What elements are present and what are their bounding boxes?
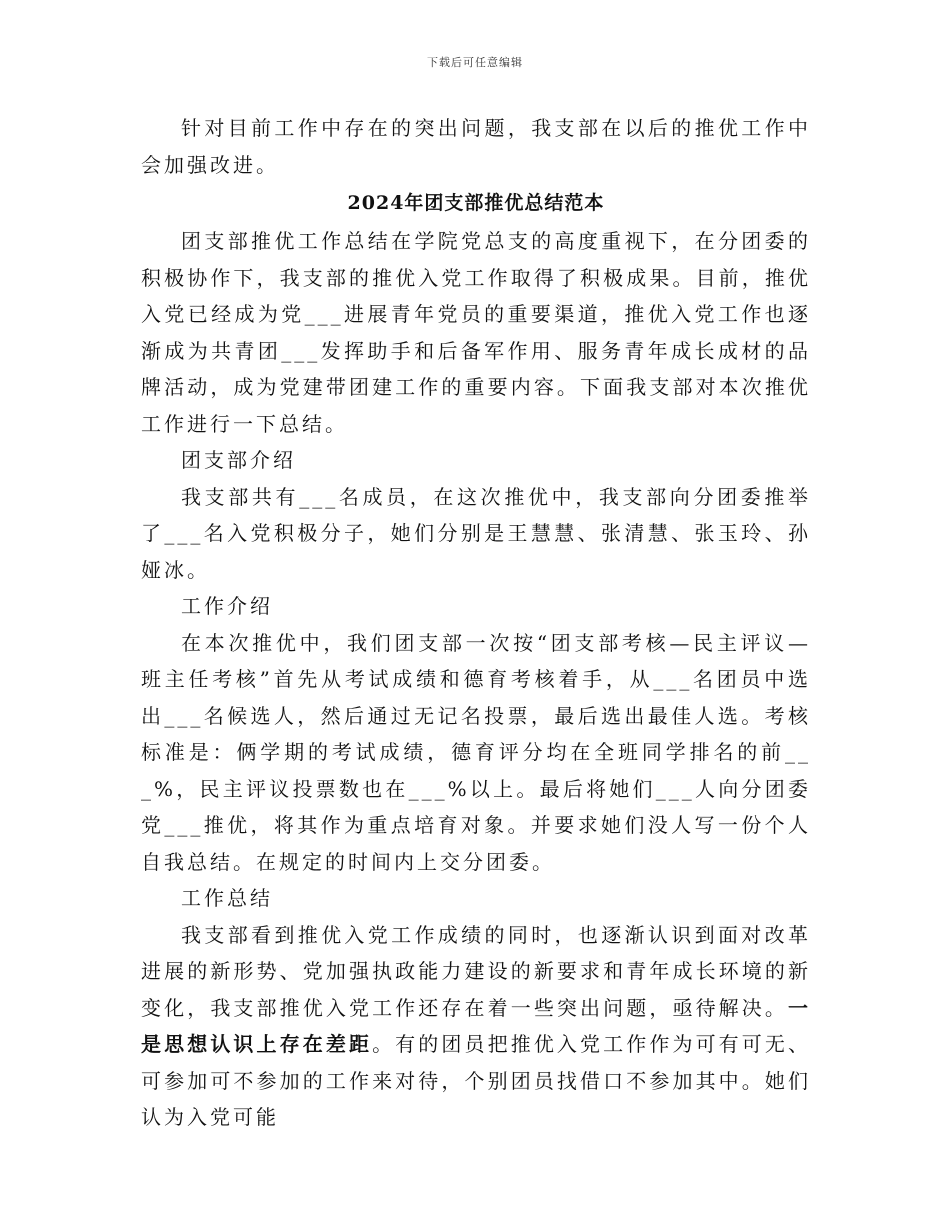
work-summary-text-2: 。有的团员把推优入党工作作为可有可无、可参加可不参加的工作来对待，个别团员找借口不参加其中。她们认为入党可能 bbox=[141, 1032, 812, 1129]
section-heading-work-summary: 工作总结 bbox=[181, 886, 273, 910]
page-header-note: 下载后可任意编辑 bbox=[427, 56, 523, 69]
intro-paragraph: 针对目前工作中存在的突出问题，我支部在以后的推优工作中会加强改进。 bbox=[141, 116, 811, 177]
paragraph-work-intro: 在本次推优中，我们团支部一次按“团支部考核—民主评议—班主任考核”首先从考试成绩和德育考核着手，从___名团员中选出___名候选人，然后通过无记名投票，最后选出最佳人选。考核标准是：俩学期的考试成绩，德育评分均在全班同学排名的前___%，民主评议投票数也在___%以上。最后将她们___人向分团委党___推优，将其作为重点培育对象。并要求她们没人写一份个人自我总结。在规定的时间内上交分团委。 bbox=[141, 630, 811, 874]
paragraph-work-summary bbox=[141, 917, 811, 1136]
section-heading-work-intro: 工作介绍 bbox=[181, 594, 273, 618]
document-body bbox=[141, 110, 811, 1136]
document-title: 2024年团支部推优总结范本 bbox=[347, 192, 605, 214]
paragraph-branch-intro: 我支部共有___名成员，在这次推优中，我支部向分团委推举了___名入党积极分子，她们分别是王慧慧、张清慧、张玉玲、孙娅冰。 bbox=[141, 484, 811, 582]
section-heading-branch-intro: 团支部介绍 bbox=[181, 448, 296, 472]
work-summary-text-1: 我支部看到推优入党工作成绩的同时，也逐渐认识到面对改革进展的新形势、党加强执政能力建设的新要求和青年成长环境的新变化，我支部推优入党工作还存在着一些突出问题，亟待解决。 bbox=[141, 922, 811, 1020]
work-summary-bold-point: 一是思想认识上存在差距 bbox=[141, 995, 811, 1056]
paragraph-summary-intro: 团支部推优工作总结在学院党总支的高度重视下，在分团委的积极协作下，我支部的推优入党工作取得了积极成果。目前，推优入党已经成为党___进展青年党员的重要渠道，推优入党工作也逐渐成为共青团___发挥助手和后备军作用、服务青年成长成材的品牌活动，成为党建带团建工作的重要内容。下面我支部对本次推优工作进行一下总结。 bbox=[141, 229, 811, 436]
